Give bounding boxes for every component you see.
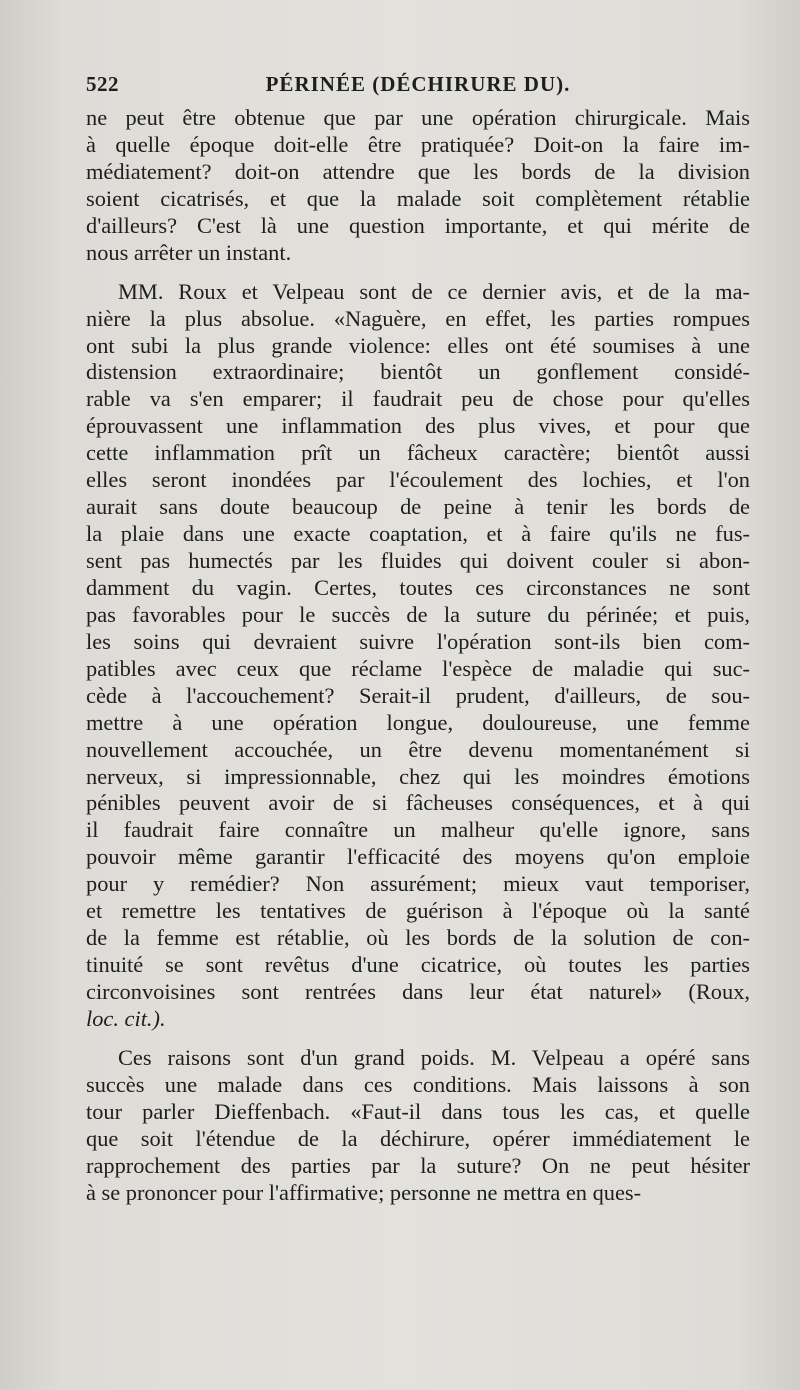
text-line: nerveux, si impressionnable, chez qui les moindres émotions: [86, 763, 750, 789]
text-line: mettre à une opération longue, douloureuse, une femme: [86, 709, 750, 735]
text-line: nous arrêter un instant.: [86, 239, 292, 265]
paragraph-gap: [86, 1033, 750, 1045]
text-line: tinuité se sont revêtus d'une cicatrice, où toutes les parties: [86, 952, 750, 978]
text-line: à quelle époque doit-elle être pratiquée? Doit-on la faire im-: [86, 131, 750, 157]
paragraph-gap: [86, 267, 750, 279]
text-line: soient cicatrisés, et que la malade soit complètement rétablie: [86, 185, 750, 211]
text-line: pas favorables pour le succès de la suture du périnée; et puis,: [86, 601, 750, 627]
page-number: 522: [86, 72, 119, 96]
text-line: aurait sans doute beaucoup de peine à tenir les bords de: [86, 494, 750, 520]
text-line: pouvoir même garantir l'efficacité des moyens qu'on emploie: [86, 844, 750, 870]
text-line: damment du vagin. Certes, toutes ces circonstances ne sont: [86, 574, 750, 600]
text-line: rable va s'en emparer; il faudrait peu de chose pour qu'elles: [86, 386, 750, 412]
text-line: d'ailleurs? C'est là une question importante, et qui mérite de: [86, 212, 750, 238]
text-line: cède à l'accouchement? Serait-il prudent, d'ailleurs, de sou-: [86, 682, 750, 708]
text-line: succès une malade dans ces conditions. Mais laissons à son: [86, 1071, 750, 1097]
paragraph: [86, 279, 750, 1033]
text-line: à se prononcer pour l'affirmative; personne ne mettra en ques-: [86, 1179, 642, 1205]
text-line: MM. Roux et Velpeau sont de ce dernier avis, et de la ma-: [118, 278, 750, 304]
text-line: nière la plus absolue. «Naguère, en effet, les parties rompues: [86, 305, 750, 331]
running-head: PÉRINÉE (DÉCHIRURE DU).: [265, 72, 571, 96]
text-line: que soit l'étendue de la déchirure, opérer immédiatement le: [86, 1125, 750, 1151]
text-line: loc. cit.).: [86, 1005, 166, 1031]
text-line: pour y remédier? Non assurément; mieux vaut temporiser,: [86, 871, 750, 897]
text-line: la plaie dans une exacte coaptation, et à faire qu'ils ne fus-: [86, 521, 750, 547]
text-line: il faudrait faire connaître un malheur qu'elle ignore, sans: [86, 817, 750, 843]
text-line: ne peut être obtenue que par une opération chirurgicale. Mais: [86, 105, 750, 130]
text-line: les soins qui devraient suivre l'opération sont-ils bien com-: [86, 628, 750, 654]
text-line: et remettre les tentatives de guérison à l'époque où la santé: [86, 898, 750, 924]
text-line: patibles avec ceux que réclame l'espèce de maladie qui suc-: [86, 655, 750, 681]
text-line: circonvoisines sont rentrées dans leur état naturel» (Roux,: [86, 979, 750, 1004]
text-line: de la femme est rétablie, où les bords de la solution de con-: [86, 925, 750, 951]
text-line: médiatement? doit-on attendre que les bords de la division: [86, 158, 750, 184]
text-line: elles seront inondées par l'écoulement des lochies, et l'on: [86, 467, 750, 493]
text-line: éprouvassent une inflammation des plus vives, et pour que: [86, 413, 750, 439]
paragraph: [86, 105, 750, 267]
text-line: pénibles peuvent avoir de si fâcheuses conséquences, et à qui: [86, 790, 750, 816]
text-line: cette inflammation prît un fâcheux caractère; bientôt aussi: [86, 440, 750, 466]
text-line: distension extraordinaire; bientôt un gonflement considé-: [86, 359, 750, 385]
text-line: rapprochement des parties par la suture? On ne peut hésiter: [86, 1152, 750, 1178]
body-text: [86, 105, 750, 1207]
paragraph: [86, 1045, 750, 1207]
text-line: ont subi la plus grande violence: elles ont été soumises à une: [86, 332, 750, 358]
text-line: tour parler Dieffenbach. «Faut-il dans tous les cas, et quelle: [86, 1098, 750, 1124]
text-line: sent pas humectés par les fluides qui doivent couler si abon-: [86, 548, 750, 573]
page-header: [86, 72, 750, 102]
text-line: Ces raisons sont d'un grand poids. M. Velpeau a opéré sans: [118, 1044, 750, 1070]
text-line: nouvellement accouchée, un être devenu momentanément si: [86, 736, 750, 762]
